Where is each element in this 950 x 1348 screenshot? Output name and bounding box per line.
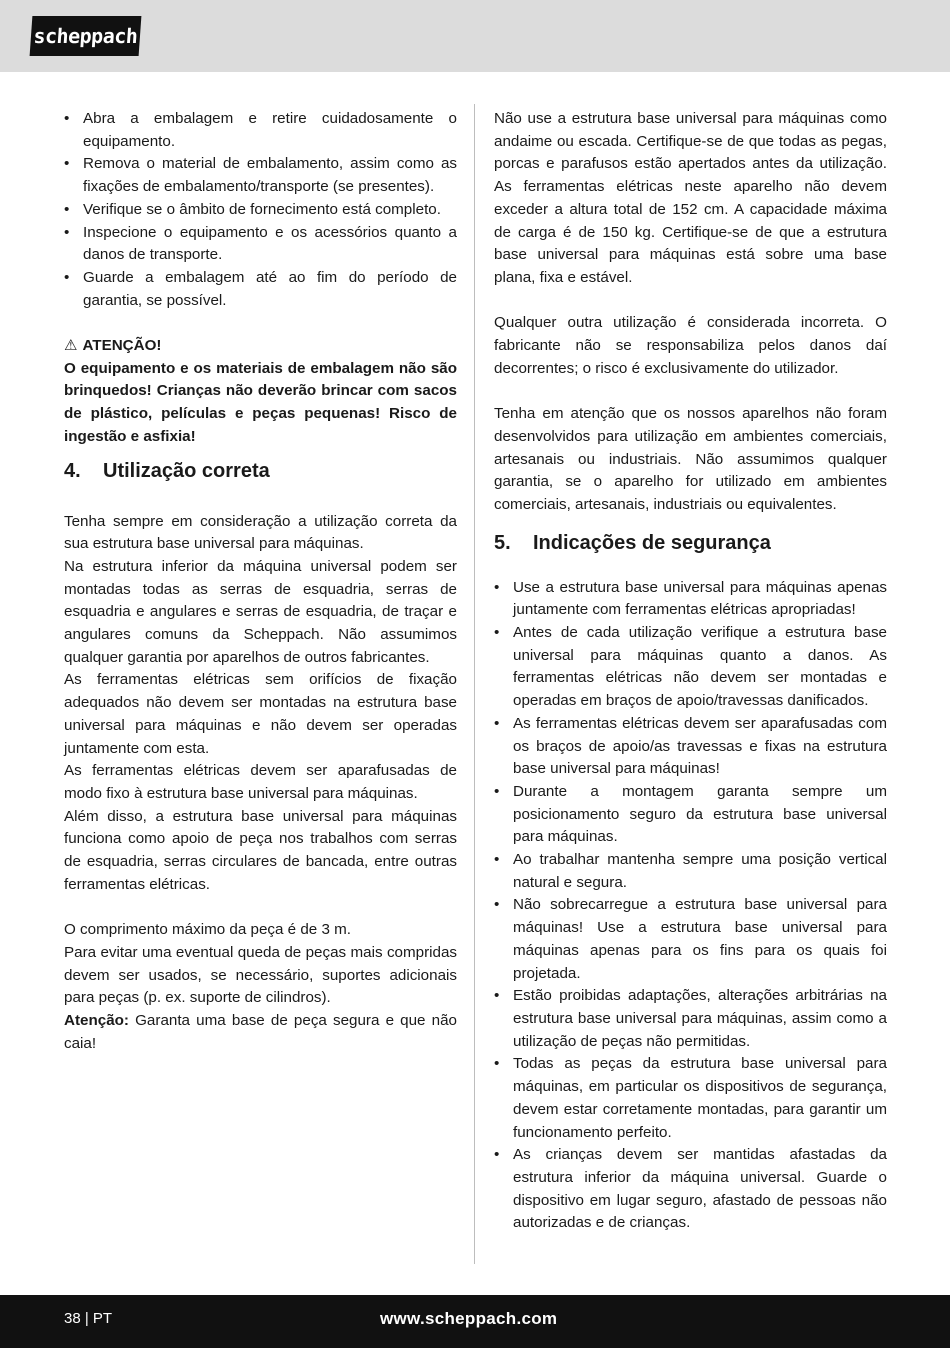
section-heading-5 (494, 530, 887, 556)
page-header (0, 0, 950, 72)
warning-triangle-icon: ⚠ (64, 337, 78, 355)
right-column (494, 108, 887, 1235)
section-title: Indicações de segurança (533, 531, 771, 554)
paragraph: Não use a estrutura base universal para máquinas como andaime ou escada. Certifique-se de que todas as pegas, porcas e parafusos estão apertados antes da utilização. As ferramentas elétricas neste aparelho não devem exceder a altura total de 152 cm. A capacidade máxima de carga é de 150 kg. Certifique-se de que a estrutura base universal para máquinas está sobre uma base plana, fixa e estável. (494, 110, 887, 286)
section-number: 4. (64, 459, 81, 482)
list-item: • Abra a embalagem e retire cuidadosamente o equipamento. (64, 108, 457, 153)
safety-list (494, 577, 887, 1235)
paragraph: Além disso, a estrutura base universal para máquinas funciona como apoio de peça nos trabalhos com serras de esquadria, serras circulares de bancada, entre outras ferramentas elétricas. (64, 807, 457, 893)
paragraph: O comprimento máximo da peça é de 3 m. (64, 921, 351, 939)
paragraph: As ferramentas elétricas devem ser aparafusadas de modo fixo à estrutura base universal para máquinas. (64, 762, 457, 802)
scheppach-logo: scheppach (30, 16, 142, 56)
list-item: • Verifique se o âmbito de fornecimento está completo. (64, 199, 457, 222)
column-divider (474, 104, 475, 1264)
list-item: • Durante a montagem garanta sempre um posicionamento seguro da estrutura base universal para máquinas. (494, 781, 887, 849)
paragraph: As ferramentas elétricas sem orifícios de fixação adequados não devem ser montadas na estrutura base universal para máquinas e não devem ser operadas juntamente com esta. (64, 671, 457, 757)
section-number: 5. (494, 531, 511, 554)
list-item: • Estão proibidas adaptações, alterações arbitrárias na estrutura base universal para máquinas, assim como a utilização de peças não permitidas. (494, 985, 887, 1053)
warning-text: O equipamento e os materiais de embalagem não são brinquedos! Crianças não deverão brincar com sacos de plástico, películas e peças pequenas! Risco de ingestão e asfixia! (64, 359, 457, 445)
unpacking-list (64, 108, 457, 312)
paragraph: Tenha em atenção que os nossos aparelhos não foram desenvolvidos para utilização em ambientes comerciais, artesanais ou industriais. Não assumimos qualquer garantia, se o aparelho for utilizado em ambientes comerciais, artesanais, industriais ou equivalentes. (494, 405, 887, 513)
paragraph: Qualquer outra utilização é considerada incorreta. O fabricante não se responsabiliza pelos danos daí decorrentes; o risco é exclusivamente do utilizador. (494, 314, 887, 377)
paragraph: Para evitar uma eventual queda de peças mais compridas devem ser usados, se necessário, suportes adicionais para peças (p. ex. suporte de cilindros). (64, 943, 457, 1007)
list-item: • Use a estrutura base universal para máquinas apenas juntamente com ferramentas elétricas apropriadas! (494, 577, 887, 622)
attention-text: Garanta uma base de peça segura e que não caia! (64, 1011, 457, 1052)
list-item: • Não sobrecarregue a estrutura base universal para máquinas! Use a estrutura base universal para máquinas apenas para os fins para os quais foi projetada. (494, 894, 887, 985)
list-item: • As ferramentas elétricas devem ser aparafusadas com os braços de apoio/as travessas e fixas na estrutura base universal para máquinas! (494, 713, 887, 781)
attention-note (64, 1010, 457, 1055)
paragraph: Tenha sempre em consideração a utilização correta da sua estrutura base universal para máquinas. (64, 512, 457, 553)
left-column (64, 108, 457, 1055)
list-item: • Inspecione o equipamento e os acessórios quanto a danos de transporte. (64, 222, 457, 267)
list-item: • As crianças devem ser mantidas afastadas da estrutura inferior da máquina universal. Guarde o dispositivo em lugar seguro, afastado de pessoas não autorizadas e de crianças. (494, 1144, 887, 1235)
website-link[interactable]: www.scheppach.com (380, 1309, 558, 1328)
page-footer (0, 1295, 950, 1348)
section-title: Utilização correta (103, 459, 270, 482)
list-item: • Todas as peças da estrutura base universal para máquinas, em particular os dispositivos de segurança, devem estar corretamente montadas, para garantir um funcionamento perfeito. (494, 1053, 887, 1144)
warning-title: ATENÇÃO! (82, 337, 162, 355)
page-number: 38 | PT (64, 1310, 113, 1327)
paragraph: Na estrutura inferior da máquina universal podem ser montadas todas as serras de esquadria, serras de esquadria e angulares e serras de esquadria, de traçar e angulares comuns da Scheppach. Não assumimos qualquer garantia por aparelhos de outros fabricantes. (64, 557, 457, 666)
warning-heading (64, 335, 457, 358)
attention-label: Atenção: (64, 1011, 129, 1029)
list-item: • Guarde a embalagem até ao fim do período de garantia, se possível. (64, 267, 457, 312)
list-item: • Remova o material de embalamento, assim como as fixações de embalamento/transporte (se presentes). (64, 153, 457, 198)
list-item: • Antes de cada utilização verifique a estrutura base universal para máquinas quanto a danos. As ferramentas elétricas não devem ser montadas e operadas em braços de apoio/travessas danificados. (494, 622, 887, 713)
section-heading-4 (64, 458, 457, 484)
list-item: • Ao trabalhar mantenha sempre uma posição vertical natural e segura. (494, 849, 887, 894)
